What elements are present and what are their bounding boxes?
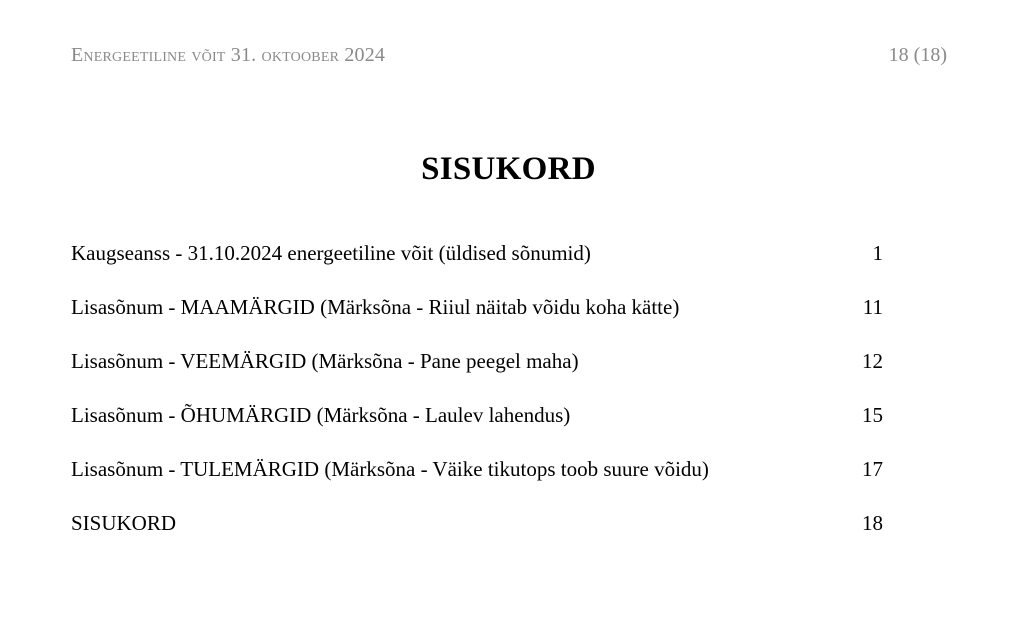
toc-entry-title: Lisasõnum - ÕHUMÄRGID (Märksõna - Laulev lahendus) <box>71 403 571 427</box>
toc-entry-title: Lisasõnum - TULEMÄRGID (Märksõna - Väike tikutops toob suure võidu) <box>71 457 709 481</box>
page-indicator: 18 (18) <box>888 44 947 66</box>
toc-entry[interactable] <box>71 344 883 398</box>
page-title: SISUKORD <box>421 151 596 187</box>
toc-entry-page: 11 <box>862 295 883 319</box>
toc-entry-title: Lisasõnum - MAAMÄRGID (Märksõna - Riiul näitab võidu koha kätte) <box>71 295 680 319</box>
toc-entry[interactable] <box>71 236 883 290</box>
toc-entry-page: 18 <box>862 511 883 535</box>
toc-entry-page: 15 <box>862 403 883 427</box>
toc-entry-page: 1 <box>872 241 883 265</box>
table-of-contents <box>71 236 883 560</box>
toc-entry[interactable] <box>71 398 883 452</box>
toc-entry-title: Lisasõnum - VEEMÄRGID (Märksõna - Pane peegel maha) <box>71 349 579 373</box>
toc-entry[interactable] <box>71 452 883 506</box>
toc-entry-title: SISUKORD <box>71 511 177 535</box>
toc-entry[interactable] <box>71 290 883 344</box>
running-header-title: Energeetiline võit 31. oktoober 2024 <box>71 44 386 66</box>
toc-entry[interactable] <box>71 506 883 560</box>
toc-entry-title: Kaugseanss - 31.10.2024 energeetiline võit (üldised sõnumid) <box>71 241 591 265</box>
toc-entry-page: 12 <box>862 349 883 373</box>
toc-entry-page: 17 <box>862 457 883 481</box>
